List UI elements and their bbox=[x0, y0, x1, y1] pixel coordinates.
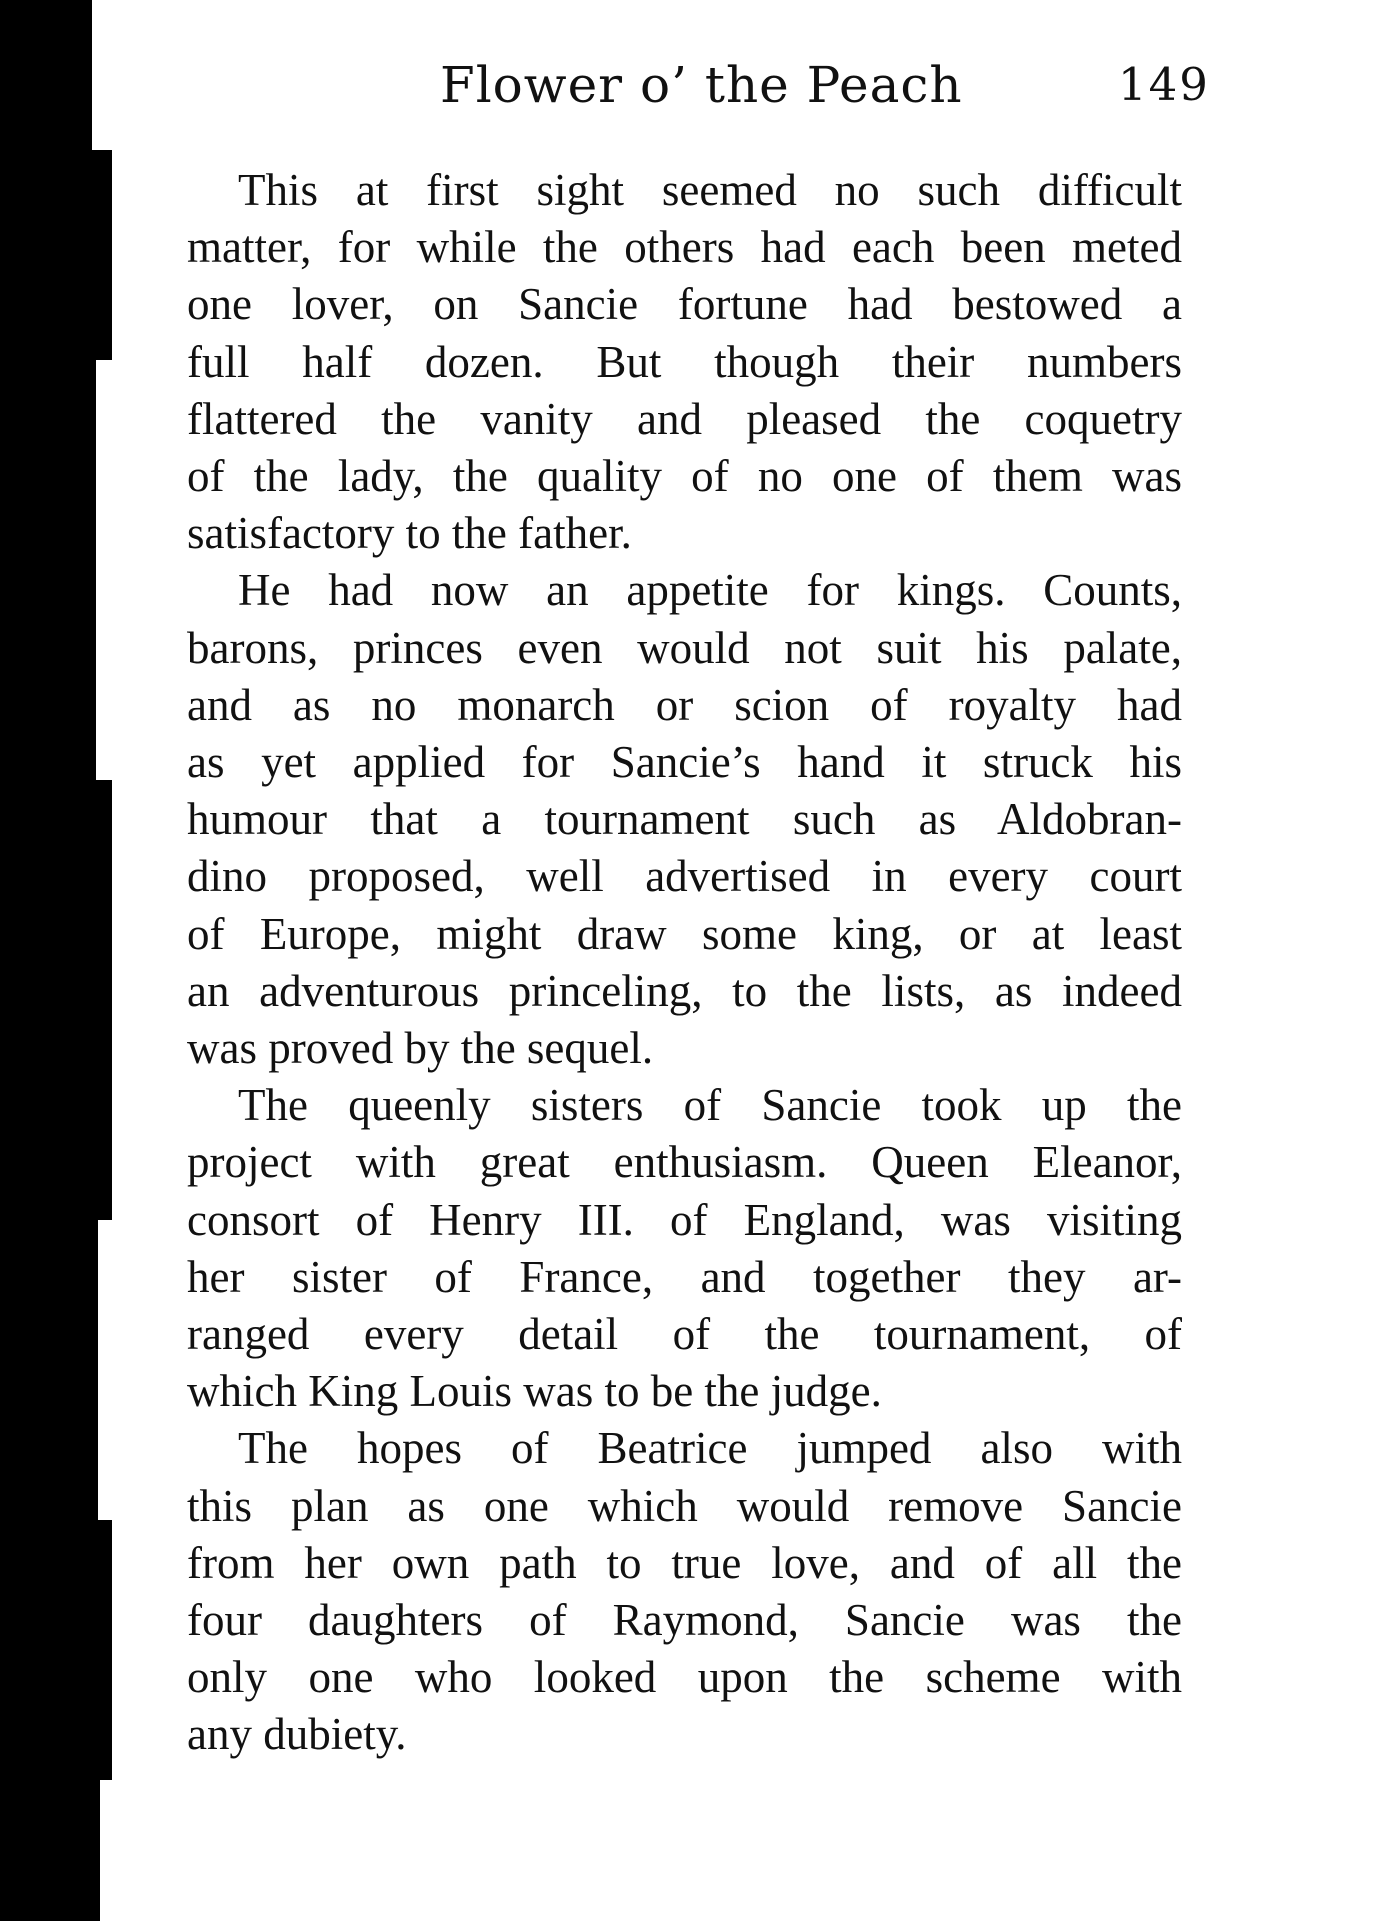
running-title: Flower o’ the Peach bbox=[440, 56, 963, 114]
text-line: matter, for while the others had each been meted bbox=[187, 222, 1182, 273]
scanned-page-edge bbox=[0, 0, 112, 1921]
text-line: as yet applied for Sancie’s hand it struck his bbox=[187, 737, 1182, 788]
paragraph bbox=[187, 162, 1182, 562]
scan-edge-notch bbox=[100, 1780, 112, 1921]
paragraph bbox=[187, 1077, 1182, 1420]
paragraph bbox=[187, 562, 1182, 1077]
text-line: her sister of France, and together they ar- bbox=[187, 1251, 1182, 1302]
text-line: and as no monarch or scion of royalty had bbox=[187, 679, 1182, 730]
text-line: humour that a tournament such as Aldobran- bbox=[187, 794, 1182, 845]
text-line: which King Louis was to be the judge. bbox=[187, 1366, 882, 1417]
text-line: of Europe, might draw some king, or at least bbox=[187, 908, 1182, 959]
text-line: only one who looked upon the scheme with bbox=[187, 1652, 1182, 1703]
page-number: 149 bbox=[1118, 58, 1210, 111]
scan-edge-notch bbox=[98, 1220, 112, 1520]
text-line: this plan as one which would remove Sancie bbox=[187, 1480, 1182, 1531]
text-line: an adventurous princeling, to the lists, as indeed bbox=[187, 965, 1182, 1016]
text-line: consort of Henry III. of England, was visiting bbox=[187, 1194, 1182, 1245]
running-head bbox=[0, 50, 1386, 120]
text-line: satisfactory to the father. bbox=[187, 508, 632, 559]
text-line: four daughters of Raymond, Sancie was the bbox=[187, 1595, 1182, 1646]
text-line: flattered the vanity and pleased the coquetry bbox=[187, 393, 1182, 444]
text-line: dino proposed, well advertised in every court bbox=[187, 851, 1182, 902]
paragraph bbox=[187, 1420, 1182, 1763]
text-line: one lover, on Sancie fortune had bestowed a bbox=[187, 279, 1182, 330]
text-line: ranged every detail of the tournament, of bbox=[187, 1309, 1182, 1360]
text-line: barons, princes even would not suit his palate, bbox=[187, 622, 1182, 673]
text-line: from her own path to true love, and of all the bbox=[187, 1537, 1182, 1588]
text-line: was proved by the sequel. bbox=[187, 1023, 654, 1074]
text-line: any dubiety. bbox=[187, 1709, 407, 1760]
text-line: of the lady, the quality of no one of them was bbox=[187, 451, 1182, 502]
scan-edge-notch bbox=[96, 360, 112, 780]
text-line: The queenly sisters of Sancie took up the bbox=[238, 1080, 1182, 1131]
text-line: The hopes of Beatrice jumped also with bbox=[238, 1423, 1182, 1474]
body-text bbox=[187, 162, 1182, 1764]
text-line: He had now an appetite for kings. Counts, bbox=[238, 565, 1182, 616]
text-line: This at first sight seemed no such difficult bbox=[238, 165, 1182, 215]
text-line: project with great enthusiasm. Queen Eleanor, bbox=[187, 1137, 1182, 1188]
text-line: full half dozen. But though their numbers bbox=[187, 336, 1182, 387]
